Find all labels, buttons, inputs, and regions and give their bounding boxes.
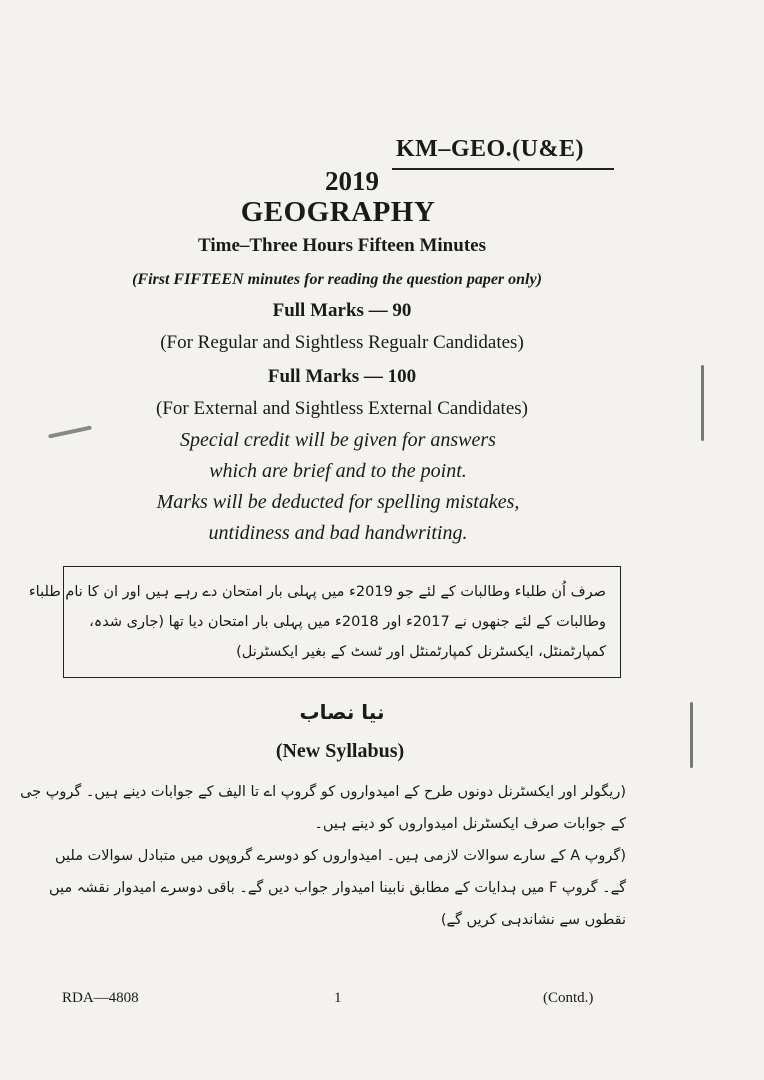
instruction-line: Special credit will be given for answers (180, 429, 496, 451)
full-marks-external: Full Marks — 100 (267, 366, 417, 387)
staple-mark (690, 702, 693, 768)
full-marks-regular: Full Marks — 90 (272, 300, 412, 321)
reading-time-note: (First FIFTEEN minutes for reading the question paper only) (132, 271, 542, 288)
continued-label: (Contd.) (543, 990, 594, 1006)
exam-year: 2019 (325, 166, 379, 196)
urdu-box-line: وطالبات کے لئے جنھوں نے 2017ء اور 2018ء میں پہلی بار امتحان دیا تھا (جاری شدہ، (89, 614, 606, 630)
staple-mark (701, 365, 704, 441)
subject-title: GEOGRAPHY (240, 196, 436, 228)
instruction-line: Marks will be deducted for spelling mistakes, (156, 491, 520, 513)
urdu-box-line: صرف اُن طلباء وطالبات کے لئے جو 2019ء میں پہلی بار امتحان دے رہے ہیں اور ان کا نام طلباء (28, 584, 606, 600)
time-allowed: Time–Three Hours Fifteen Minutes (198, 235, 486, 256)
urdu-box-line: کمپارٹمنٹل، ایکسٹرنل کمپارٹمنٹل اور ٹسٹ کے بغیر ایکسٹرنل) (236, 644, 606, 660)
urdu-instructions (20, 776, 626, 936)
urdu-instruction-line: گے۔ گروپ F میں ہدایات کے مطابق نابینا امیدوار جواب دیں گے۔ باقی دوسرے امیدوار نقشہ میں (49, 880, 626, 896)
urdu-instruction-line: کے جوابات صرف ایکسٹرنل امیدواروں کو دینے ہیں۔ (314, 816, 626, 832)
urdu-eligibility-box (28, 566, 621, 678)
urdu-instruction-line: (ریگولر اور ایکسٹرنل دونوں طرح کے امیدواروں کو گروپ اے تا الیف کے جوابات دینے ہیں۔ گروپ جی (20, 784, 626, 800)
paper-serial: RDA—4808 (62, 990, 139, 1006)
syllabus-title-urdu: نیا نصاب (299, 700, 385, 724)
paper-code: KM–GEO.(U&E) (396, 136, 584, 162)
external-candidates-note: (For External and Sightless External Candidates) (156, 398, 528, 419)
page-number: 1 (334, 990, 342, 1006)
regular-candidates-note: (For Regular and Sightless Regualr Candidates) (160, 332, 524, 353)
urdu-instruction-line: نقطوں سے نشاندہی کریں گے) (440, 912, 626, 928)
syllabus-title-english: (New Syllabus) (275, 740, 405, 762)
instruction-line: untidiness and bad handwriting. (208, 522, 468, 544)
instruction-line: which are brief and to the point. (209, 460, 467, 482)
urdu-instruction-line: (گروپ A کے سارے سوالات لازمی ہیں۔ امیدواروں کو دوسرے گروپوں میں متبادل سوالات ملیں (55, 848, 626, 864)
